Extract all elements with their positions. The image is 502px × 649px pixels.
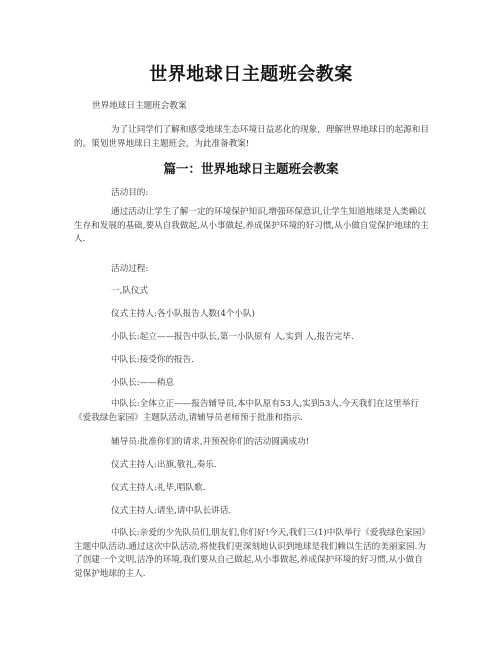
- subtitle-line: 世界地球日主题班会教案: [92, 101, 187, 111]
- process-paragraph: 中队长:亲爱的少先队员们,朋友们,你们好!今天,我们三(1)中队举行《爱我绿色家园》主题中队活动.通过这次中队活动,将使我们更深刻地认识到地球是我们赖以生活的美丽家园.为了创建一个文明,洁净的环境,我们要从自己做起,从小事做起,养成保护环境的好习惯,从小做自觉保护地球的主人.: [74, 528, 430, 579]
- section-heading: 篇一：世界地球日主题班会教案: [163, 161, 339, 176]
- intro-paragraph: 为了让同学们了解和感受地球生态环境日益恶化的现象，理解世界地球日的起源和目的。策划世界地球日主题班会，为此准备教案!: [74, 125, 429, 149]
- process-line: 仪式主持人:礼毕,唱队歌.: [111, 483, 206, 493]
- process-line: 小队长:——稍息: [111, 378, 175, 388]
- activity-process-label: 活动过程:: [111, 264, 149, 274]
- activity-purpose-text: 通过活动让学生了解一定的环境保护知识,增强环保意识,让学生知道地球是人类赖以生存和发展的基础,要从自我做起,从小事做起,养成保护环境的好习惯,从小做自觉保护地球的主人.: [74, 207, 429, 244]
- step-1-label: 一,队仪式: [111, 286, 149, 296]
- activity-purpose-label: 活动目的:: [111, 188, 149, 198]
- process-line: 仪式主持人:请坐,请中队长讲话.: [111, 506, 232, 516]
- process-paragraph: 中队长:全体立正——报告辅导员,本中队原有53人,实到53人.今天我们在这里举行《爱我绿色家园》主题队活动,请辅导员老师预于批准和指示.: [74, 399, 419, 423]
- process-line: 辅导员:批准你们的请求,并预祝你们的活动圆满成功!: [111, 437, 310, 447]
- process-line: 中队长:接受你的报告.: [111, 355, 194, 365]
- process-line: 小队长:起立——报告中队长,第一小队原有 人,实到 人,报告完毕.: [111, 332, 354, 342]
- process-line: 仪式主持人:出旗,敬礼,奏乐.: [111, 460, 217, 470]
- document-title: 世界地球日主题班会教案: [149, 64, 353, 85]
- process-line: 仪式主持人:各小队报告人数(4个小队): [111, 309, 255, 319]
